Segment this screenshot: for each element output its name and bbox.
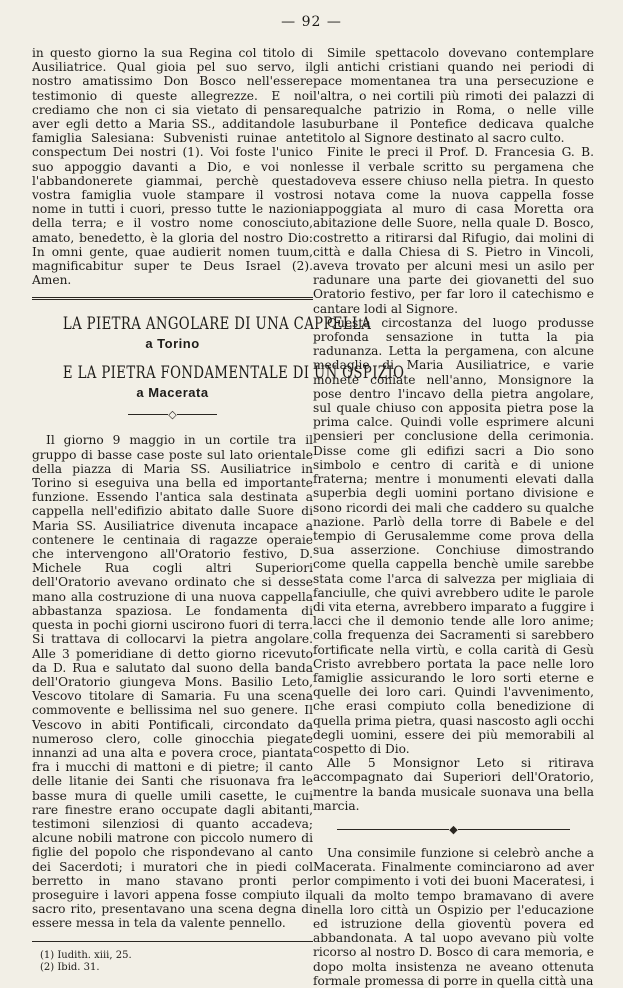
paragraph-4: Alle 5 Monsignor Leto si ritirava accompagnato dai Superiori dell'Oratorio, mentre la banda musicale suonava una bella marcia. <box>313 756 594 813</box>
section-divider: ◆ <box>313 823 594 836</box>
page-number: — 92 — <box>281 14 342 30</box>
footnote-1: (1) Iudith. xiii, 25. <box>40 949 132 961</box>
right-column <box>313 46 594 988</box>
article-body-paragraph: Il giorno 9 maggio in un cortile tra il gruppo di basse case poste sul lato orientale della piazza di Maria SS. Ausiliatrice in Torino si eseguiva una bella ed importante funzione. Essendo l'antica sala destinata a cappella nell'edifizio abitato dalle Suore di Maria SS. Ausiliatrice divenuta incapace a contenere le centinaia di ragazze operaie che intervengono all'Oratorio festivo, D. Michele Rua cogli altri Superiori dell'Oratorio avevano ordinato che si desse mano alla costruzione di una nuova cappella abbastanza spaziosa. Le fondamenta di questa in pochi giorni uscirono fuori di terra. Si trattava di collocarvi la pietra angolare. Alle 3 pomeridiane di detto giorno ricevuto da D. Rua e salutato dal suono della banda dell'Oratorio giungeva Mons. Basilio Leto, Vescovo titolare di Samaria. Fu una scena commovente e bellissima nel suo genere. Il Vescovo in abiti Pontificali, circondato da numeroso clero, colle ginocchia piegate innanzi ad una alta e povera croce, piantata fra i mucchi di mattoni e di pietre; il canto delle litanie dei Santi che risuonava fra le basse mura di quelle umili casette, le cui rare finestre erano occupate dagli abitanti, testimoni silenziosi di quanto accadeva; alcune nobili matrone con piccolo numero di figlie del popolo che rispondevano al canto dei Sacerdoti; i muratori che in piedi col berretto in mano stavano pronti per proseguire i lavori appena fosse compiuto il sacro rito, presentavano una scena degna di essere messa in tela da valente pennello. <box>32 433 313 931</box>
paragraph-3: Questa circostanza del luogo produsse profonda sensazione in tutta la pia radunanza. Letta la pergamena, con alcune medaglie di Maria Ausiliatrice, e varie monete coniate nell'anno, Monsignore la pose dentro l'incavo della pietra angolare, sul quale chiuso con apposita pietra pose la prima calce. Quindi volle esprimere alcuni pensieri per conclusione della cerimonia. Disse come gli edifizi sacri a Dio sono simbolo e centro di carità e di unione fraterna; mentre i monumenti elevati dalla superbia degli uomini portano divisione e sono ricordi dei mali che caddero su qualche nazione. Parlò della torre di Babele e del tempio di Gerusalemme come prova della sua asserzione. Conchiuse dimostrando come quella cappella benchè umile sarebbe stata come l'arca di salvezza per migliaia di fanciulle, che quivi avrebbero udite le parole di vita eterna, avrebbero imparato a fuggire i lacci che il demonio tende alle loro anime; colla frequenza dei Sacramenti si sarebbero fortificate nella virtù, e colla carità di Gesù Cristo avrebbero portata la pace nelle loro famiglie assicurando le loro sorti eterne e quelle dei loro cari. Quindi l'avvenimento, che erasi compiuto colla benedizione di quella prima pietra, quasi nascosto agli occhi degli uomini, essere dei più memorabili al cospetto di Dio. <box>313 315 594 756</box>
article-heading-1: LA PIETRA ANGOLARE DI UNA CAPPELLA <box>62 314 372 335</box>
footnotes <box>32 950 313 974</box>
paragraph-2: Finite le preci il Prof. D. Francesia G. B. lesse il verbale scritto su pergamena che doveva essere chiuso nella pietra. In questo si notava come la nuova cappella fosse appoggiata al muro di casa Moretta ora abitazione delle Suore, nella quale D. Bosco, costretto a ritirarsi dal Rifugio, dai molini di città e dalla Chiesa di S. Pietro in Vincoli, aveva trovato per alcuni mesi un asilo per radunare una parte dei giovanetti del suo Oratorio festivo, per far loro il catechismo e cantare lodi al Signore. <box>313 145 594 316</box>
paragraph-5: Una consimile funzione si celebrò anche a Macerata. Finalmente cominciarono ad aver lor compimento i voti dei buoni Maceratesi, i quali da molto tempo bramavano di avere nella loro città un Ospizio per l'educazione ed istruzione della gioventù povera ed abbandonata. A tal uopo avevano più volte ricorso al nostro D. Bosco di cara memoria, e dopo molta insistenza ne aveano ottenuta formale promessa di porre in quella città una <box>313 845 594 988</box>
left-column <box>32 46 405 974</box>
article-subheading-1: a Torino <box>145 336 200 352</box>
footnote-2: (2) Ibid. 31. <box>40 961 100 973</box>
intro-paragraph: in questo giorno la sua Regina col titolo di Ausiliatrice. Qual gioia pel suo servo, il nostro amatissimo Don Bosco nell'essere testimonio di queste allegrezze. E noi crediamo che non ci sia vietato di pensare aver egli detto a Maria SS., additandole la famiglia Salesiana: Subvenisti ruinae ante conspectum Dei nostri (1). Voi foste l'unico suo appoggio davanti a Dio, e voi non l'abbandonerete giammai, perchè questa vostra famiglia vuole stampare il vostro nome in tutti i cuori, presso tutte le nazioni della terra; e il vostro nome conosciuto, amato, benedetto, è la gloria del nostro Dio: In omni gente, quae audierit nomen tuum, magnificabitur super te Deus Israel (2). Amen. <box>32 46 313 288</box>
double-rule-divider <box>32 297 313 300</box>
ornament-divider: ◇ <box>32 408 313 421</box>
footnote-rule <box>32 941 313 942</box>
article-subheading-2: a Macerata <box>136 385 209 401</box>
paragraph-1: Simile spettacolo dovevano contemplare gli antichi cristiani quando nei periodi di pace momentanea tra una persecuzione e l'altra, o nei cortili più rimoti dei palazzi di qualche patrizio in Roma, o nelle ville suburbane il Pontefice dedicava qualche titolo al Signore destinato al sacro culto. <box>313 46 594 146</box>
article-heading-2: E LA PIETRA FONDAMENTALE DI UN OSPIZIO <box>62 363 405 384</box>
